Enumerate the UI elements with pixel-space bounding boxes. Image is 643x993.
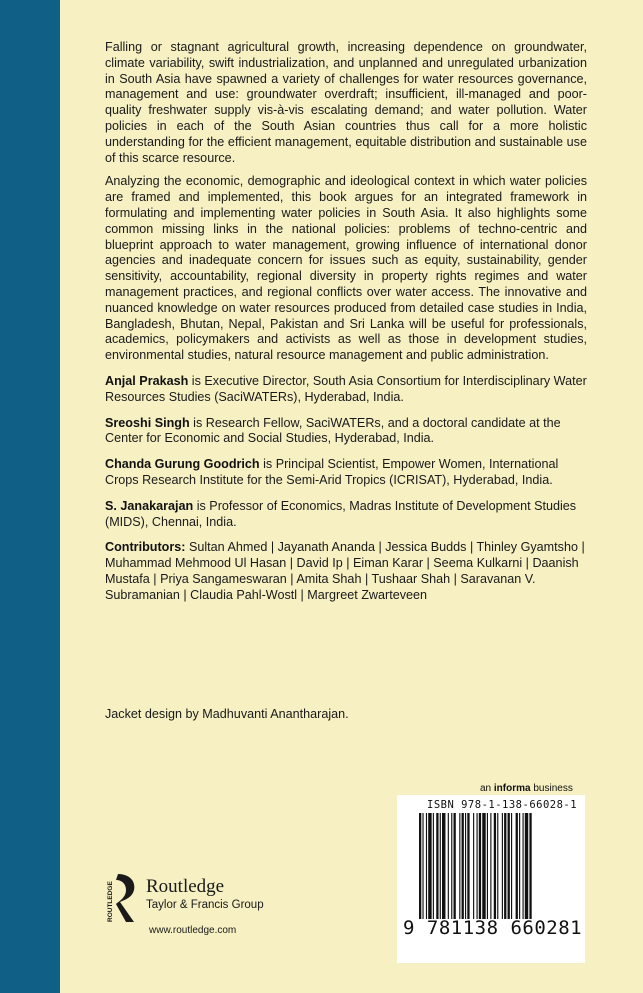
informa-suffix: business (530, 783, 573, 794)
contributors-list: Sultan Ahmed | Jayanath Ananda | Jessica Budds | Thinley Gyamtsho | Muhammad Mehmood Ul Hasan | David Ip | Eiman Karar | Seema Kulkarni | Daanish Mustafa | Priya Sangameswaran | Amita Shah | Tushaar Shah | Saravanan V. Subramanian | Claudia Pahl-Wostl | Margreet Zwarteveen (105, 540, 585, 602)
jacket-credit: Jacket design by Madhuvanti Anantharajan. (105, 707, 349, 721)
contributors-label: Contributors: (105, 540, 186, 555)
author-bio-text: is Professor of Economics, Madras Institute of Development Studies (MIDS), Chennai, India. (105, 498, 577, 529)
author-name: S. Janakarajan (105, 498, 194, 513)
informa-word: informa (493, 783, 531, 794)
barcode-bars (419, 813, 565, 919)
author-bio (105, 499, 587, 531)
author-bio-text: is Research Fellow, SaciWATERs, and a doctoral candidate at the Center for Economic and Social Studies, Hyderabad, India. (105, 415, 561, 446)
author-name: Anjal Prakash (105, 373, 189, 388)
isbn-label: ISBN 978-1-138-66028-1 (427, 799, 578, 811)
author-name: Sreoshi Singh (105, 415, 190, 430)
isbn-number: 9 781138 660281 (403, 917, 583, 939)
routledge-logo-icon (104, 872, 140, 924)
website-link[interactable]: www.routledge.com (149, 925, 237, 936)
informa-business-tag (480, 783, 573, 794)
back-cover-text (105, 40, 587, 604)
barcode (397, 795, 585, 963)
author-bio-text: is Principal Scientist, Empower Women, International Crops Research Institute for the Semi-Arid Tropics (ICRISAT), Hyderabad, India. (105, 457, 559, 487)
author-name: Chanda Gurung Goodrich (105, 457, 260, 472)
informa-prefix: an (480, 783, 494, 794)
contributors (105, 540, 587, 603)
description-paragraph-1: Falling or stagnant agricultural growth, increasing dependence on groundwater, climate variability, swift industrialization, and unplanned and unregulated urbanization in South Asia have spawned a variety of challenges for water resources governance, management and use: groundwater overdraft; insufficient, ill-managed and poor-quality freshwater supply vis-à-vis escalating demand; and water pollution. Water policies in each of the South Asian countries thus call for a more holistic understanding for the efficient management, equitable distribution and sustainable use of this scarce resource. (105, 40, 587, 165)
author-bio-text: is Executive Director, South Asia Consortium for Interdisciplinary Water Resources Studies (SaciWATERs), Hyderabad, India. (105, 373, 587, 404)
logo-vertical-text: ROUTLEDGE (107, 881, 114, 922)
publisher-name: Routledge (146, 876, 225, 897)
author-bio (105, 374, 587, 406)
description-paragraph-2: Analyzing the economic, demographic and ideological context in which water policies are framed and implemented, this book argues for an integrated framework in formulating and implementing water policies in South Asia. It also highlights some common missing links in the national policies: problems of techno-centric and blueprint approach to water management, growing influence of international donor agencies and inadequate concern for issues such as equity, sustainability, gender sensitivity, accountability, regional diversity in property rights regimes and water management practices, and regional conflicts over water access. The innovative and nuanced knowledge on water resources produced from detailed case studies in India, Bangladesh, Bhutan, Nepal, Pakistan and Sri Lanka will be useful for professionals, academics, policymakers and activists as well as those in development studies, environmental studies, natural resource management and public administration. (105, 174, 587, 363)
author-bio (105, 457, 587, 489)
author-bio (105, 416, 587, 448)
publisher-group: Taylor & Francis Group (146, 899, 264, 911)
